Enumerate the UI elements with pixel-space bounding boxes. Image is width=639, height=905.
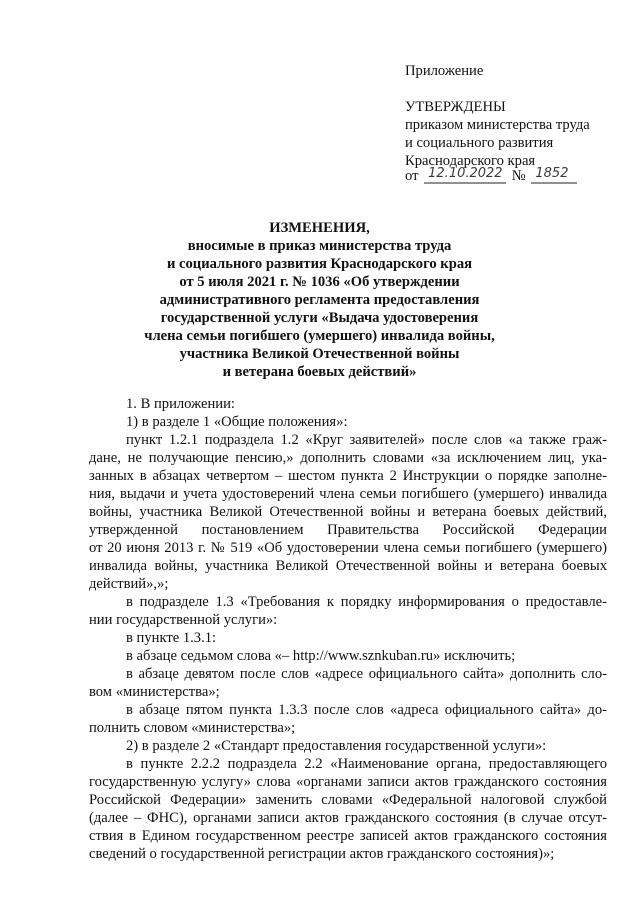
title-line-3: от 5 июля 2021 г. № 1036 «Об утверждении <box>179 274 460 290</box>
body-line-21: в пункте 2.2.2 подраздела 2.2 «Наименование органа, предоставляющего <box>126 756 607 772</box>
title-line-5: государственной услуги «Выдача удостоверения <box>160 310 479 326</box>
title-line-4: административного регламента предоставления <box>159 292 480 308</box>
number-sign: № <box>511 168 526 184</box>
body-line-9: от 20 июня 2013 г. № 519 «Об удостоверении члена семьи погибшего (умершего) <box>89 540 607 556</box>
date-prefix: от <box>405 168 419 184</box>
handwritten-date <box>422 164 508 186</box>
order-date-number <box>405 164 579 186</box>
handwritten-date-value: 12.10.2022 <box>428 166 503 181</box>
body-line-10: инвалида войны, участника Великой Отечественной войны и ветерана боевых <box>89 558 607 574</box>
title-line-6: члена семьи погибшего (умершего) инвалида войны, <box>144 328 495 344</box>
approved-by-line-1: приказом министерства труда <box>405 117 590 133</box>
body-line-18: в абзаце пятом пункта 1.3.3 после слов «адреса официального сайта» до- <box>126 702 607 718</box>
body-line-6: ния, выдачи и учета удостоверений члена семьи погибшего (умершего) инвалида <box>89 486 607 502</box>
body-line-2: 1) в разделе 1 «Общие положения»: <box>126 414 348 430</box>
body-line-12: в подразделе 1.3 «Требования к порядку информирования о предоставле- <box>126 594 607 610</box>
body-line-13: нии государственной услуги»: <box>89 612 278 628</box>
body-line-4: дане, не получающие пенсию,» дополнить словами «за исключением лиц, ука- <box>89 450 607 466</box>
title-line-1: вносимые в приказ министерства труда <box>187 238 452 254</box>
body-line-15: в абзаце седьмом слова «– http://www.sznkuban.ru» исключить; <box>126 648 516 664</box>
body-line-17: вом «министерства»; <box>89 684 220 700</box>
body-line-14: в пункте 1.3.1: <box>126 630 217 646</box>
approved-by-line-2: и социального развития <box>405 135 554 151</box>
body-line-3: пункт 1.2.1 подраздела 1.2 «Круг заявителей» после слов «а также граж- <box>126 432 607 448</box>
body-line-19: полнить словом «министерства»; <box>89 720 296 736</box>
body-line-11: действий»,»; <box>89 576 169 592</box>
body-line-8: утвержденной постановлением Правительства Российской Федерации <box>89 522 607 538</box>
title-line-8: и ветерана боевых действий» <box>222 364 417 380</box>
body-line-26: сведений о государственной регистрации актов гражданского состояния)»; <box>89 846 555 862</box>
body-line-16: в абзаце девятом после слов «адресе официального сайта» дополнить сло- <box>126 666 607 682</box>
body-line-20: 2) в разделе 2 «Стандарт предоставления государственной услуги»: <box>126 738 547 754</box>
title-line-2: и социального развития Краснодарского края <box>166 256 473 272</box>
body-line-22: государственную услугу» слова «органами записи актов гражданского состояния <box>89 774 607 790</box>
body-line-24: (далее – ФНС), органами записи актов гражданского состояния (в случае отсут- <box>89 810 607 826</box>
title-line-7: участника Великой Отечественной войны <box>179 346 460 362</box>
body-line-5: занных в абзацах четвертом – шестом пункта 2 Инструкции о порядке заполне- <box>89 468 607 484</box>
number-underline-icon <box>529 164 579 186</box>
body-line-25: ствия в Едином государственном реестре записей актов гражданского состояния <box>89 828 607 844</box>
document-heading: ИЗМЕНЕНИЯ, <box>269 220 370 236</box>
date-underline-icon <box>422 164 508 186</box>
approved-by-line-3: Краснодарского края <box>405 153 536 169</box>
handwritten-number <box>529 164 579 186</box>
body-line-7: войны, участника Великой Отечественной войны и ветерана боевых действий, <box>89 504 607 520</box>
body-line-1: 1. В приложении: <box>126 396 235 412</box>
approved-label: УТВЕРЖДЕНЫ <box>405 99 506 115</box>
handwritten-number-value: 1852 <box>535 166 569 181</box>
body-line-23: Российской Федерации» заменить словами «Федеральной налоговой службой <box>89 792 607 808</box>
appendix-label: Приложение <box>405 63 484 79</box>
